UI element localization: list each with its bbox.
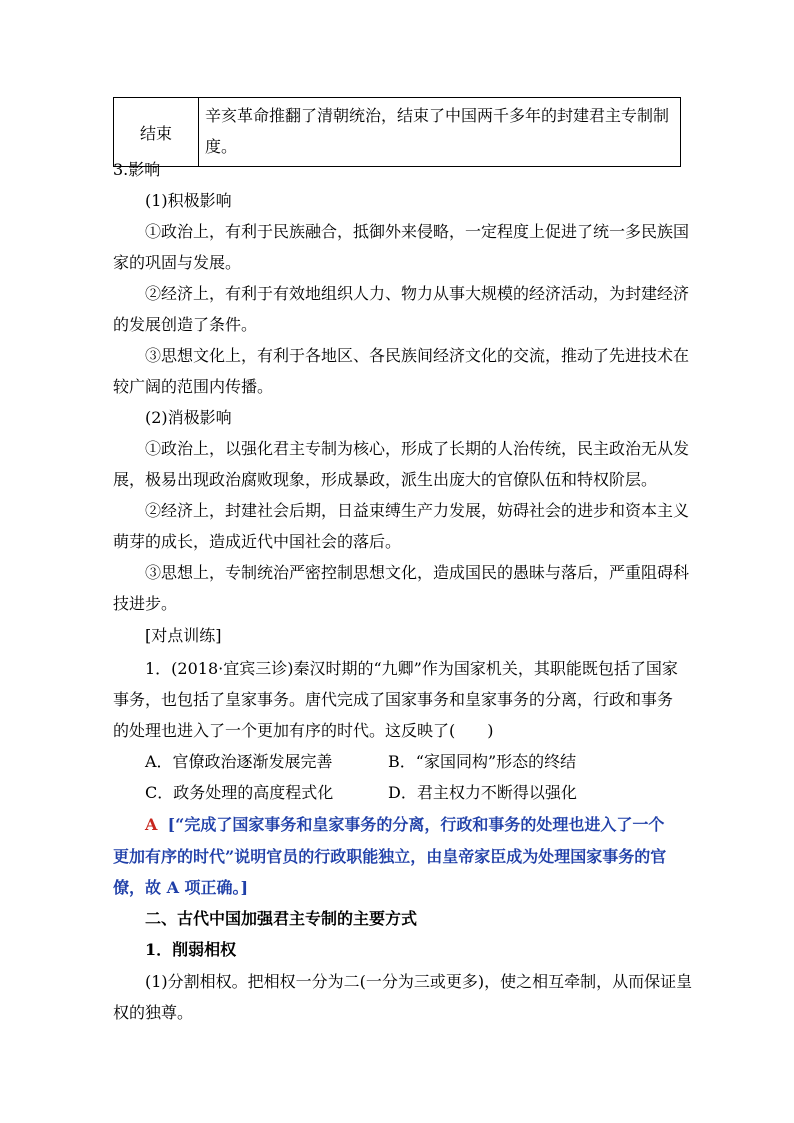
- negative-heading: (2)消极影响: [145, 408, 232, 427]
- negative-item3-line2: 技进步。: [113, 594, 178, 613]
- positive-item1-line1: ①政治上，有利于民族融合，抵御外来侵略，一定程度上促进了统一多民族国: [145, 222, 690, 241]
- section2-p1-line1: (1)分割相权。把相权一分为二(一分为三或更多)，使之相互牵制，从而保证皇: [145, 972, 693, 991]
- positive-item1-line2: 家的巩固与发展。: [113, 253, 242, 272]
- table-row: [114, 98, 681, 167]
- negative-item2-line1: ②经济上，封建社会后期，日益束缚生产力发展，妨碍社会的进步和资本主义: [145, 501, 690, 520]
- table-text-cell: 辛亥革命推翻了清朝统治，结束了中国两千多年的封建君主专制制度。: [199, 98, 681, 167]
- negative-item2-line2: 萌芽的成长，造成近代中国社会的落后。: [113, 532, 402, 551]
- question1-line2: 事务，也包括了皇家事务。唐代完成了国家事务和皇家事务的分离，行政和事务: [113, 690, 674, 709]
- question1-line1: 1．(2018·宜宾三诊)秦汉时期的“九卿”作为国家机关，其职能既包括了国家: [145, 659, 678, 678]
- question1-line3: 的处理也进入了一个更加有序的时代。这反映了( ): [113, 721, 494, 740]
- training-heading: [对点训练]: [145, 626, 222, 645]
- positive-item3-line2: 较广阔的范围内传播。: [113, 377, 274, 396]
- positive-item3-line1: ③思想文化上，有利于各地区、各民族间经济文化的交流，推动了先进技术在: [145, 346, 690, 365]
- negative-item3-line1: ③思想上，专制统治严密控制思想文化，造成国民的愚昧与落后，严重阻碍科: [145, 563, 690, 582]
- answer-letter: A: [145, 815, 158, 834]
- section2-heading: 二、古代中国加强君主专制的主要方式: [145, 909, 418, 928]
- positive-item2-line1: ②经济上，有利于有效地组织人力、物力从事大规模的经济活动，为封建经济: [145, 284, 690, 303]
- end-table: [113, 97, 681, 167]
- table-label-cell: 结束: [114, 98, 199, 167]
- influence-heading: 3.影响: [113, 160, 161, 179]
- section2-sub1: 1．削弱相权: [145, 940, 237, 959]
- option-b: B．“家国同构”形态的终结: [388, 752, 577, 771]
- option-c: C．政务处理的高度程式化: [145, 783, 334, 802]
- positive-item2-line2: 的发展创造了条件。: [113, 315, 258, 334]
- positive-heading: (1)积极影响: [145, 191, 232, 210]
- negative-item1-line2: 展，极易出现政治腐败现象，形成暴政，派生出庞大的官僚队伍和特权阶层。: [113, 470, 658, 489]
- section2-p1-line2: 权的独尊。: [113, 1003, 194, 1022]
- explanation-line1: [“完成了国家事务和皇家事务的分离，行政和事务的处理也进入了一个: [167, 815, 665, 834]
- negative-item1-line1: ①政治上，以强化君主专制为核心，形成了长期的人治传统，民主政治无从发: [145, 439, 690, 458]
- answer-line1: [145, 815, 664, 835]
- option-a: A．官僚政治逐渐发展完善: [145, 752, 333, 771]
- explanation-line3: 僚，故 A 项正确。]: [113, 878, 249, 897]
- option-d: D．君主权力不断得以强化: [388, 783, 577, 802]
- explanation-line2: 更加有序的时代”说明官员的行政职能独立，由皇帝家臣成为处理国家事务的官: [113, 847, 667, 866]
